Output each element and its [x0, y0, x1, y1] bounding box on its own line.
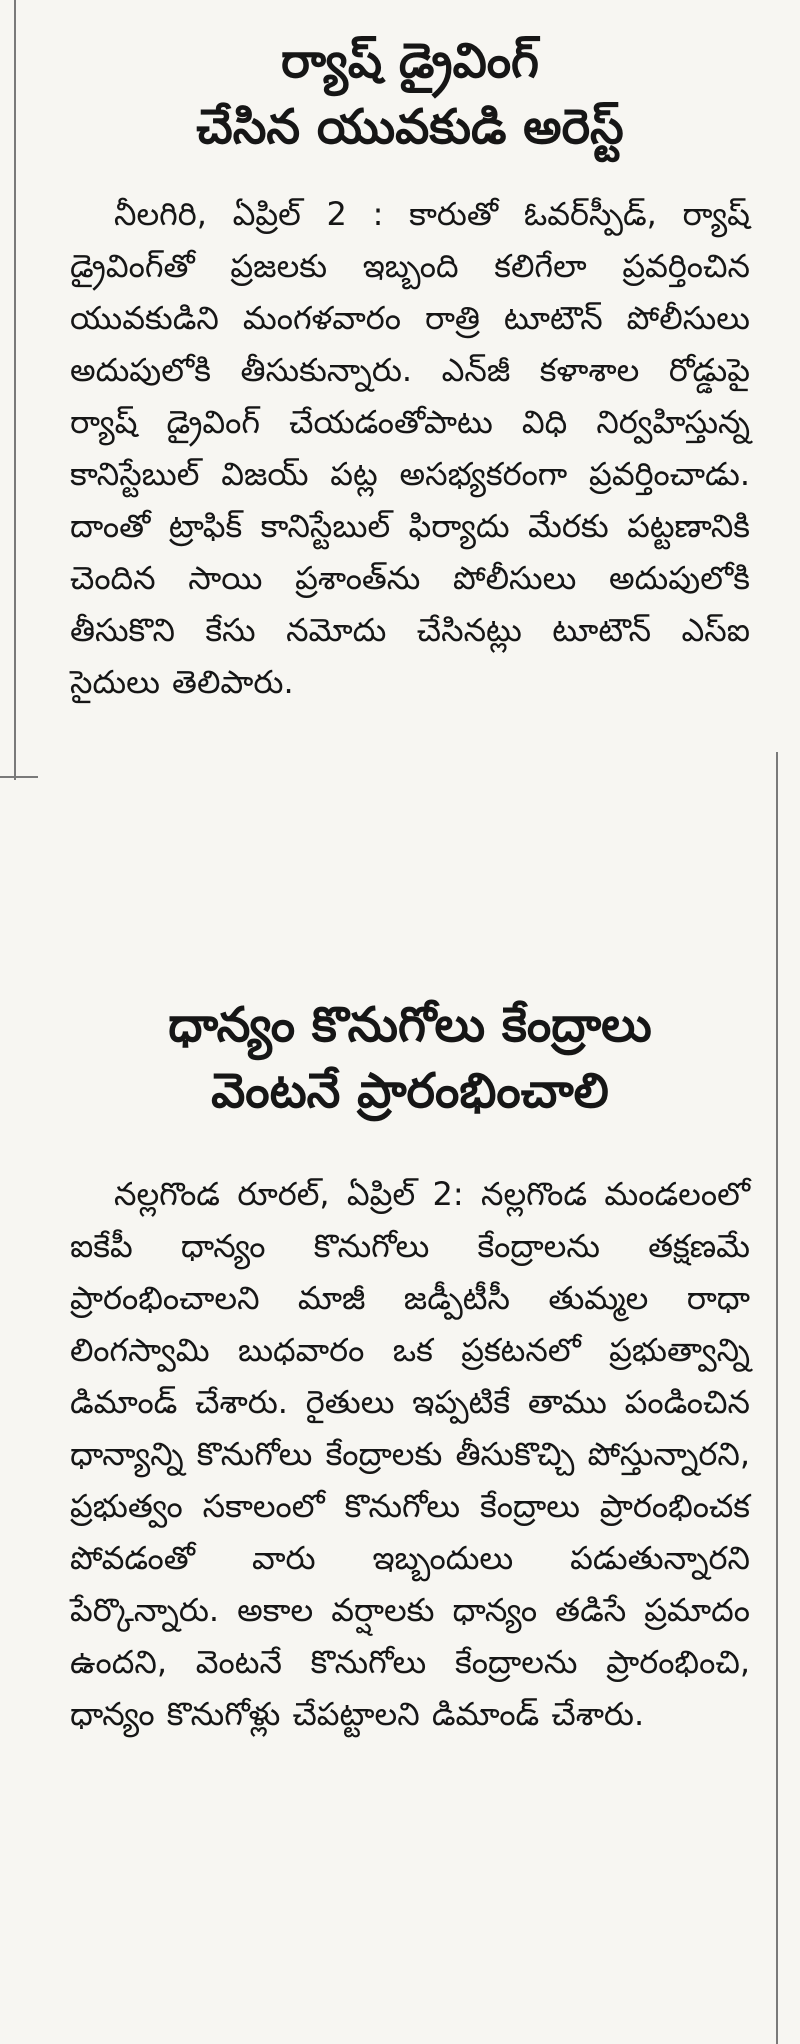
article2-headline	[70, 992, 750, 1124]
article2-headline-line1: ధాన్యం కొనుగోలు కేంద్రాలు	[168, 997, 652, 1053]
article1-headline-line1: ర్యాష్ డ్రైవింగ్	[280, 33, 540, 89]
left-column-end-rule	[0, 776, 38, 778]
article1-headline	[70, 28, 750, 160]
article1-body-text: నీలగిరి, ఏప్రిల్ 2 : కారుతో ఓవర్‌స్పీడ్, ర్యాష్ డ్రైవింగ్‌తో ప్రజలకు ఇబ్బంది కలిగేలా ప్రవర్తించిన యువకుడిని మంగళవారం రాత్రి టూటౌన్ పోలీసులు అదుపులోకి తీసుకున్నారు. ఎన్‌జీ కళాశాల రోడ్డుపై ర్యాష్ డ్రైవింగ్ చేయడంతోపాటు విధి నిర్వహిస్తున్న కానిస్టేబుల్ విజయ్ పట్ల అసభ్యకరంగా ప్రవర్తించాడు. దాంతో ట్రాఫిక్ కానిస్టేబుల్ ఫిర్యాదు మేరకు పట్టణానికి చెందిన సాయి ప్రశాంత్‌ను పోలీసులు అదుపులోకి తీసుకొని కేసు నమోదు చేసినట్లు టూటౌన్ ఎస్‌ఐ సైదులు తెలిపారు.	[70, 195, 750, 701]
article1-headline-line2: చేసిన యువకుడి అరెస్ట్	[196, 99, 624, 155]
article2-body-text: నల్లగొండ రూరల్, ఏప్రిల్ 2: నల్లగొండ మండలంలో ఐకేపీ ధాన్యం కొనుగోలు కేంద్రాలను తక్షణమే ప్రారంభించాలని మాజీ జడ్పీటీసీ తుమ్మల రాధా లింగస్వామి బుధవారం ఒక ప్రకటనలో ప్రభుత్వాన్ని డిమాండ్ చేశారు. రైతులు ఇప్పటికే తాము పండించిన ధాన్యాన్ని కొనుగోలు కేంద్రాలకు తీసుకొచ్చి పోస్తున్నారని, ప్రభుత్వం సకాలంలో కొనుగోలు కేంద్రాలు ప్రారంభించక పోవడంతో వారు ఇబ్బందులు పడుతున్నారని పేర్కొన్నారు. అకాల వర్షాలకు ధాన్యం తడిసే ప్రమాదం ఉందని, వెంటనే కొనుగోలు కేంద్రాలను ప్రారంభించి, ధాన్యం కొనుగోళ్లు చేపట్టాలని డిమాండ్ చేశారు.	[70, 1175, 750, 1733]
article2-headline-line2: వెంటనే ప్రారంభించాలి	[211, 1063, 609, 1119]
article2-body	[70, 1168, 750, 1740]
article1-body	[70, 188, 750, 708]
left-column-rule	[14, 0, 16, 780]
right-column-rule	[776, 752, 778, 2044]
